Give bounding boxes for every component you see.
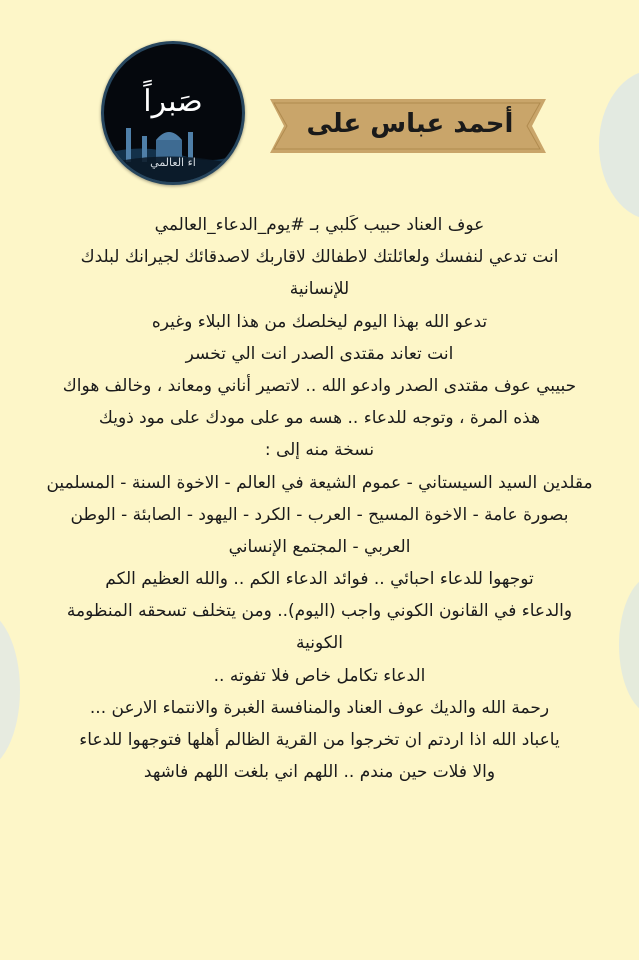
text-line: هذه المرة ، وتوجه للدعاء .. هسه مو على مودك على مود ذويك — [98, 408, 541, 429]
text-line: والا فلات حين مندم .. اللهم اني بلغت اللهم فاشهد — [143, 762, 496, 783]
decorative-shape — [599, 70, 639, 220]
text-line: حبيبي عوف مقتدى الصدر وادعو الله .. لاتصير أناني ومعاند ، وخالف هواك — [62, 375, 577, 396]
author-name-banner — [270, 97, 550, 155]
text-line: عوف العناد حبيب كَلبي بـ #يوم_الدعاء_العالمي — [154, 215, 485, 235]
profile-logo — [101, 41, 245, 185]
post-body — [10, 209, 629, 788]
text-line: والدعاء في القانون الكوني واجب (اليوم).. ومن يتخلف تسحقه المنظومة — [66, 601, 573, 622]
text-line: توجهوا للدعاء احبائي .. فوائد الدعاء الكم .. والله العظيم الكم — [105, 569, 534, 590]
text-line: للإنسانية — [289, 279, 350, 300]
logo-word: صَبراً — [143, 84, 203, 119]
text-line: نسخة منه إلى : — [264, 440, 375, 461]
text-line: مقلدين السيد السيستاني - عموم الشيعة في العالم - الاخوة السنة - المسلمين — [46, 472, 593, 493]
text-line: انت تدعي لنفسك ولعائلتك لاطفالك لاقاربك لاصدقائك لجيرانك لبلدك — [80, 247, 559, 268]
text-line: انت تعاند مقتدى الصدر انت الي تخسر — [185, 343, 454, 364]
text-line: بصورة عامة - الاخوة المسيح - العرب - الكرد - اليهود - الصابئة - الوطن — [70, 504, 569, 525]
text-line: الدعاء تكامل خاص فلا تفوته .. — [213, 665, 426, 686]
logo-caption: اء العالمي — [150, 156, 196, 169]
text-line: تدعو الله بهذا اليوم ليخلصك من هذا البلاء وغيره — [151, 311, 488, 332]
text-line: ياعباد الله اذا اردتم ان تخرجوا من القرية الظالم أهلها فتوجهوا للدعاء — [79, 730, 560, 750]
text-line: رحمة الله والديك عوف العناد والمنافسة الغبرة والانتماء الارعن ... — [89, 697, 550, 718]
text-line: الكونية — [295, 633, 344, 654]
author-name: أحمد عباس على — [306, 109, 514, 139]
text-line: العربي - المجتمع الإنساني — [228, 536, 411, 557]
